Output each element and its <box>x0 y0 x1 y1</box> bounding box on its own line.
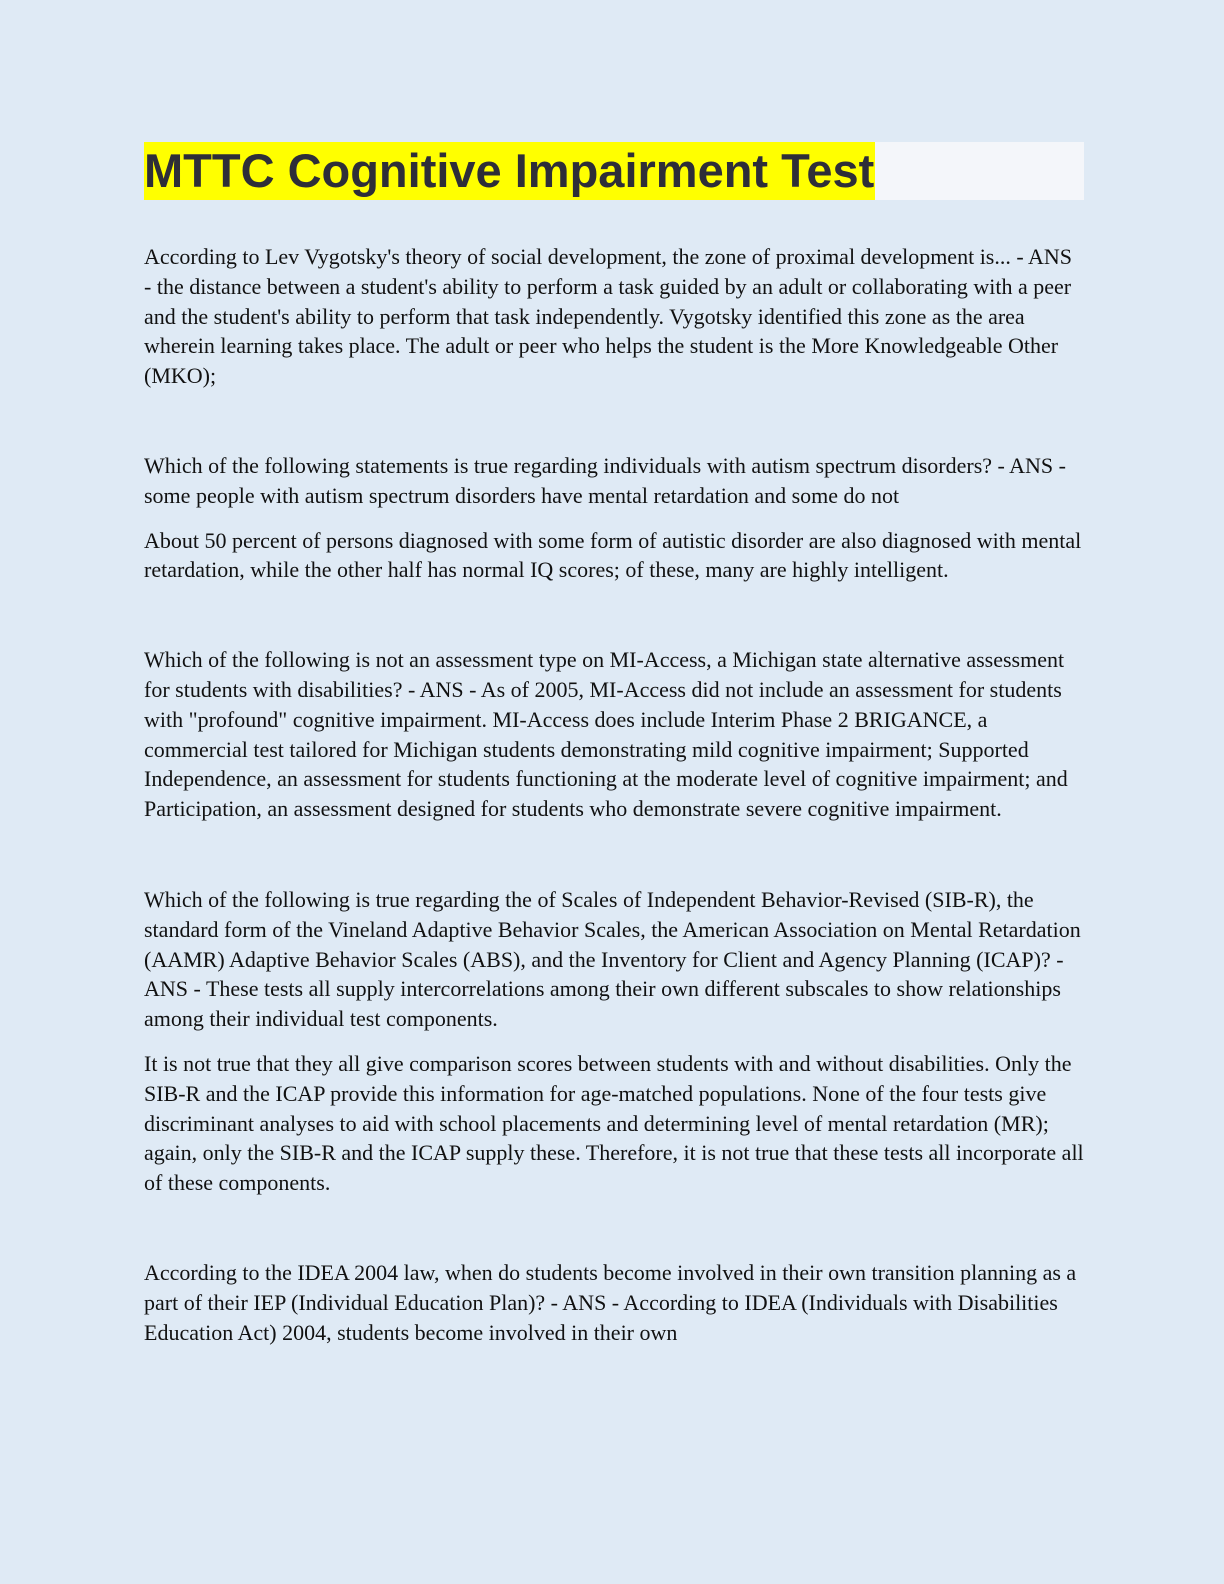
document-page <box>144 142 1084 1347</box>
qa-item <box>144 645 1084 824</box>
qa-explanation: About 50 percent of persons diagnosed with some form of autistic disorder are also diagnosed with mental retardation, while the other half has normal IQ scores; of these, many are highly intelligent. <box>144 527 1082 583</box>
document-title: MTTC Cognitive Impairment Test <box>144 142 875 200</box>
qa-text: Which of the following statements is true regarding individuals with autism spectrum disorders? - ANS - some people with autism spectrum disorders have mental retardation and some do not <box>144 452 1066 508</box>
qa-text: Which of the following is true regarding the of Scales of Independent Behavior-Revised (SIB-R), the standard form of the Vineland Adaptive Behavior Scales, the American Association on Mental Retardation (AAMR) Adaptive Behavior Scales (ABS), and the Inventory for Client and Agency Planning (ICAP)? - ANS - These tests all supply intercorrelations among their own different subscales to show relationships among their individual test components. <box>144 886 1081 1032</box>
qa-item <box>144 1258 1084 1347</box>
qa-explanation: It is not true that they all give comparison scores between students with and without disabilities. Only the SIB-R and the ICAP provide this information for age-matched populations. None of the four tests give discriminant analyses to aid with school placements and determining level of mental retardation (MR); again, only the SIB-R and the ICAP supply these. Therefore, it is not true that these tests all incorporate all of these components. <box>144 1050 1084 1196</box>
title-bar <box>144 142 1084 200</box>
qa-text: According to Lev Vygotsky's theory of social development, the zone of proximal development is... - ANS - the distance between a student's ability to perform a task guided by an adult or collaborating with a peer and the student's ability to perform that task independently. Vygotsky identified this zone as the area wherein learning takes place. The adult or peer who helps the student is the More Knowledgeable Other (MKO); <box>144 244 1072 389</box>
qa-item <box>144 451 1084 585</box>
qa-text: According to the IDEA 2004 law, when do students become involved in their own transition planning as a part of their IEP (Individual Education Plan)? - ANS - According to IDEA (Individuals with Disabilities Education Act) 2004, students become involved in their own <box>144 1259 1077 1345</box>
qa-item <box>144 885 1084 1198</box>
qa-text: Which of the following is not an assessment type on MI-Access, a Michigan state alternative assessment for students with disabilities? - ANS - As of 2005, MI-Access did not include an assessment for students with "profound" cognitive impairment. MI-Access does include Interim Phase 2 BRIGANCE, a commercial test tailored for Michigan students demonstrating mild cognitive impairment; Supported Independence, an assessment for students functioning at the moderate level of cognitive impairment; and Participation, an assessment designed for students who demonstrate severe cognitive impairment. <box>144 647 1068 822</box>
qa-item <box>144 242 1084 391</box>
